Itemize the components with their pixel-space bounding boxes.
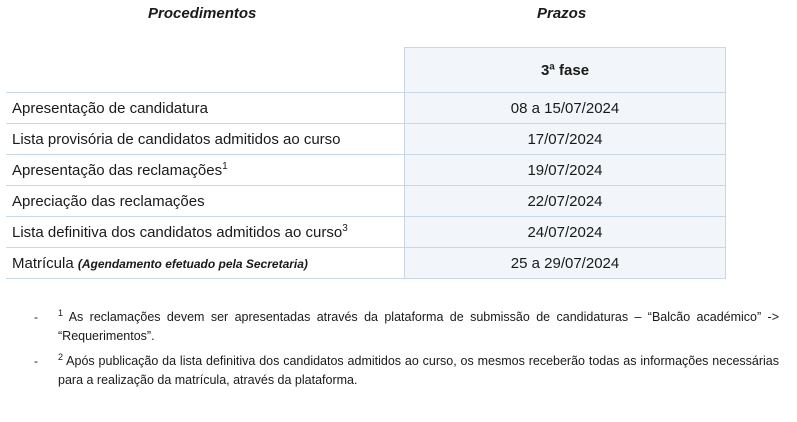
table-row: [6, 93, 726, 124]
procedure-cell: [6, 217, 405, 248]
deadlines-header: Prazos: [537, 5, 587, 22]
phase-header-empty-cell: [6, 48, 405, 93]
footnote-ref: 1: [222, 160, 228, 172]
procedure-text: Matrícula: [12, 254, 78, 272]
footnote-item: [34, 308, 779, 346]
footnotes: [34, 308, 779, 396]
procedure-cell: [6, 93, 405, 124]
date-cell: 25 a 29/07/2024: [405, 248, 726, 279]
footnote-number: 2: [58, 351, 64, 362]
footnote-ref: 3: [342, 222, 348, 234]
schedule-table: [6, 47, 726, 279]
date-cell: 17/07/2024: [405, 124, 726, 155]
footnote-item: [34, 352, 779, 390]
table-row: [6, 124, 726, 155]
procedure-cell: [6, 155, 405, 186]
footnote-bullet: -: [34, 354, 38, 368]
procedure-text: Apreciação das reclamações: [12, 192, 205, 210]
footnote-text: As reclamações devem ser apresentadas através da plataforma de submissão de candidaturas – “Balcão académico” -> “Requerimentos”.: [58, 310, 779, 343]
footnote-text: Após publicação da lista definitiva dos candidatos admitidos ao curso, os mesmos receberão todas as informações necessárias para a realização da matrícula, através da plataforma.: [58, 354, 779, 387]
procedure-text: Lista definitiva dos candidatos admitidos ao curso: [12, 223, 343, 241]
procedure-cell: [6, 248, 405, 279]
phase-header-row: [6, 48, 726, 93]
table-row: [6, 217, 726, 248]
inline-note: (Agendamento efetuado pela Secretaria): [77, 256, 308, 271]
date-cell: 08 a 15/07/2024: [405, 93, 726, 124]
procedure-text: Lista provisória de candidatos admitidos ao curso: [12, 130, 341, 148]
phase-label: 3ª fase: [405, 48, 726, 93]
date-cell: 19/07/2024: [405, 155, 726, 186]
procedure-text: Apresentação de candidatura: [12, 99, 208, 117]
procedure-text: Apresentação das reclamações: [12, 161, 223, 179]
table-row: [6, 155, 726, 186]
date-cell: 24/07/2024: [405, 217, 726, 248]
table-row: [6, 186, 726, 217]
procedure-cell: [6, 186, 405, 217]
procedure-cell: [6, 124, 405, 155]
table-row: [6, 248, 726, 279]
date-cell: 22/07/2024: [405, 186, 726, 217]
footnote-number: 1: [58, 307, 64, 318]
footnote-bullet: -: [34, 310, 38, 324]
procedures-header: Procedimentos: [148, 5, 257, 22]
